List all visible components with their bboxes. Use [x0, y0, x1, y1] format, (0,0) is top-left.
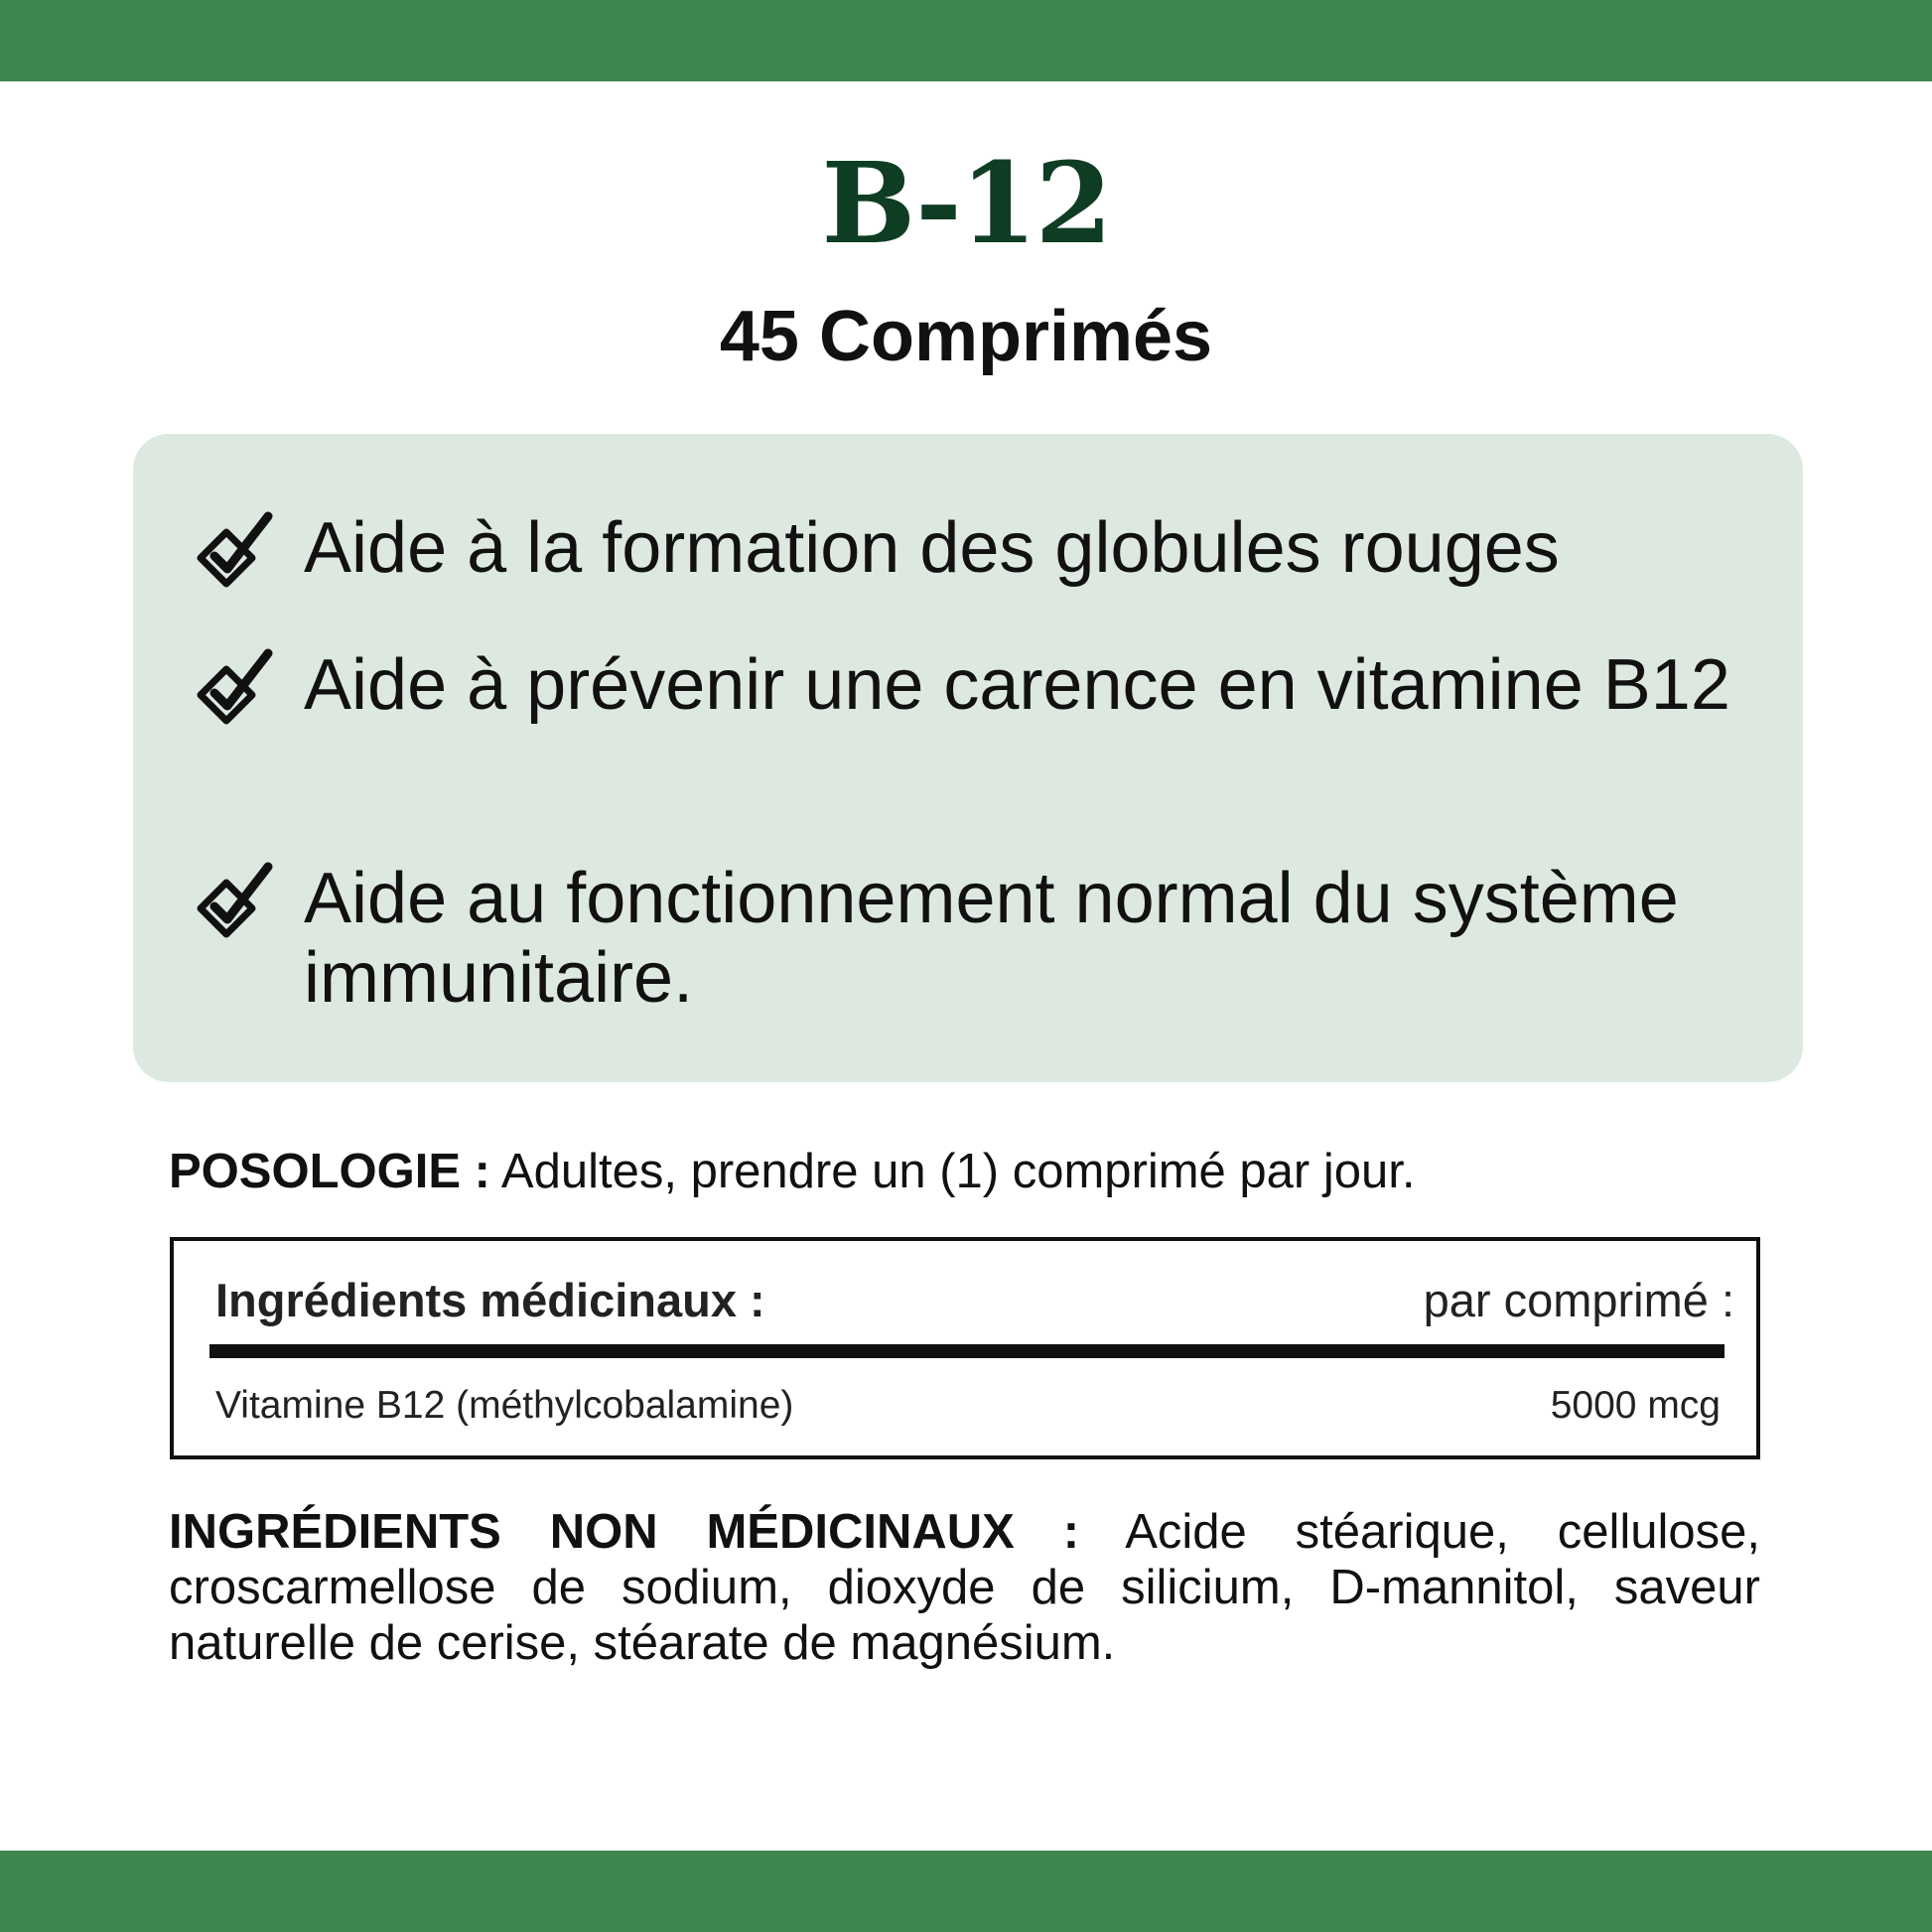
check-box-icon [187, 645, 276, 735]
medicinal-ingredients-table [170, 1237, 1760, 1459]
dosage-instructions: Adultes, prendre un (1) comprimé par jour. [500, 1145, 1416, 1198]
ingredient-amount: 5000 mcg [1550, 1384, 1721, 1427]
bottom-green-band [0, 1851, 1932, 1932]
check-box-icon [187, 859, 276, 948]
non-medicinal-list: Acide stéarique, cellulose, croscarmellose de sodium, dioxyde de silicium, D-mannitol, saveur naturelle de cerise, stéarate de magnésium. [169, 1505, 1760, 1670]
table-rule [209, 1344, 1725, 1358]
top-green-band [0, 0, 1932, 81]
benefit-text: Aide à la formation des globules rouges [304, 508, 1560, 588]
medicinal-header-label: Ingrédients médicinaux : [215, 1274, 765, 1326]
medicinal-header-unit: par comprimé : [1423, 1274, 1734, 1326]
ingredient-name: Vitamine B12 (méthylcobalamine) [215, 1384, 794, 1427]
product-title: B-12 [821, 139, 1111, 269]
dosage-text [169, 1144, 1777, 1199]
check-box-icon [187, 508, 276, 598]
dosage-label: POSOLOGIE : [169, 1145, 490, 1198]
non-medicinal-label: INGRÉDIENTS NON MÉDICINAUX : [169, 1505, 1080, 1559]
benefits-panel [133, 434, 1803, 1082]
benefit-text: Aide à prévenir une carence en vitamine B12 [304, 645, 1730, 725]
benefit-text: Aide au fonctionnement normal du système immunitaire. [304, 859, 1679, 1018]
product-count: 45 Comprimés [719, 297, 1213, 376]
non-medicinal-ingredients [169, 1504, 1760, 1671]
